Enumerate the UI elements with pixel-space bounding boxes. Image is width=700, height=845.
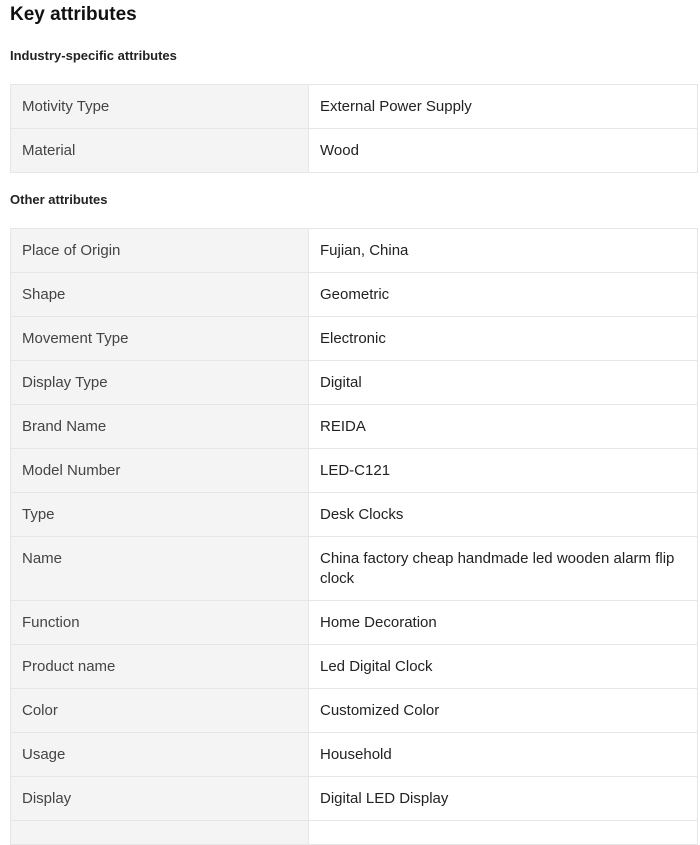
attribute-row (11, 229, 698, 273)
attribute-value: Digital (309, 361, 698, 405)
attribute-value: Fujian, China (309, 229, 698, 273)
attribute-row (11, 645, 698, 689)
attribute-key: Color (11, 689, 309, 733)
attribute-value: Wood (309, 129, 698, 173)
attribute-row (11, 733, 698, 777)
attribute-row (11, 493, 698, 537)
attribute-row (11, 777, 698, 821)
attribute-key: Name (11, 537, 309, 601)
industry-attributes-table (10, 84, 698, 173)
attribute-key: Shape (11, 273, 309, 317)
attribute-row (11, 601, 698, 645)
attribute-key: Brand Name (11, 405, 309, 449)
page-title: Key attributes (10, 4, 137, 25)
attribute-value: Desk Clocks (309, 493, 698, 537)
attribute-key (11, 821, 309, 845)
attribute-row (11, 449, 698, 493)
attribute-row (11, 689, 698, 733)
attribute-value: REIDA (309, 405, 698, 449)
attribute-key: Model Number (11, 449, 309, 493)
attribute-value: External Power Supply (309, 85, 698, 129)
other-attributes-title: Other attributes (10, 192, 108, 207)
attribute-value: Household (309, 733, 698, 777)
attribute-row (11, 85, 698, 129)
attribute-row (11, 361, 698, 405)
attribute-key: Place of Origin (11, 229, 309, 273)
attribute-key: Display Type (11, 361, 309, 405)
attribute-key: Movement Type (11, 317, 309, 361)
other-attributes-table (10, 228, 698, 845)
attribute-value: Electronic (309, 317, 698, 361)
attribute-value: China factory cheap handmade led wooden alarm flip clock (309, 537, 698, 601)
attribute-value: Digital LED Display (309, 777, 698, 821)
attribute-value: Geometric (309, 273, 698, 317)
attribute-key: Product name (11, 645, 309, 689)
attribute-key: Motivity Type (11, 85, 309, 129)
attribute-value: Led Digital Clock (309, 645, 698, 689)
attribute-value: LED-C121 (309, 449, 698, 493)
attribute-value: Customized Color (309, 689, 698, 733)
attribute-row (11, 821, 698, 845)
industry-attributes-title: Industry-specific attributes (10, 48, 177, 63)
attribute-key: Material (11, 129, 309, 173)
attribute-row (11, 317, 698, 361)
attribute-value (309, 821, 698, 845)
attribute-row (11, 537, 698, 601)
attribute-key: Type (11, 493, 309, 537)
attribute-value: Home Decoration (309, 601, 698, 645)
attribute-key: Display (11, 777, 309, 821)
attribute-row (11, 405, 698, 449)
attribute-key: Function (11, 601, 309, 645)
attribute-key: Usage (11, 733, 309, 777)
attribute-row (11, 129, 698, 173)
attribute-row (11, 273, 698, 317)
